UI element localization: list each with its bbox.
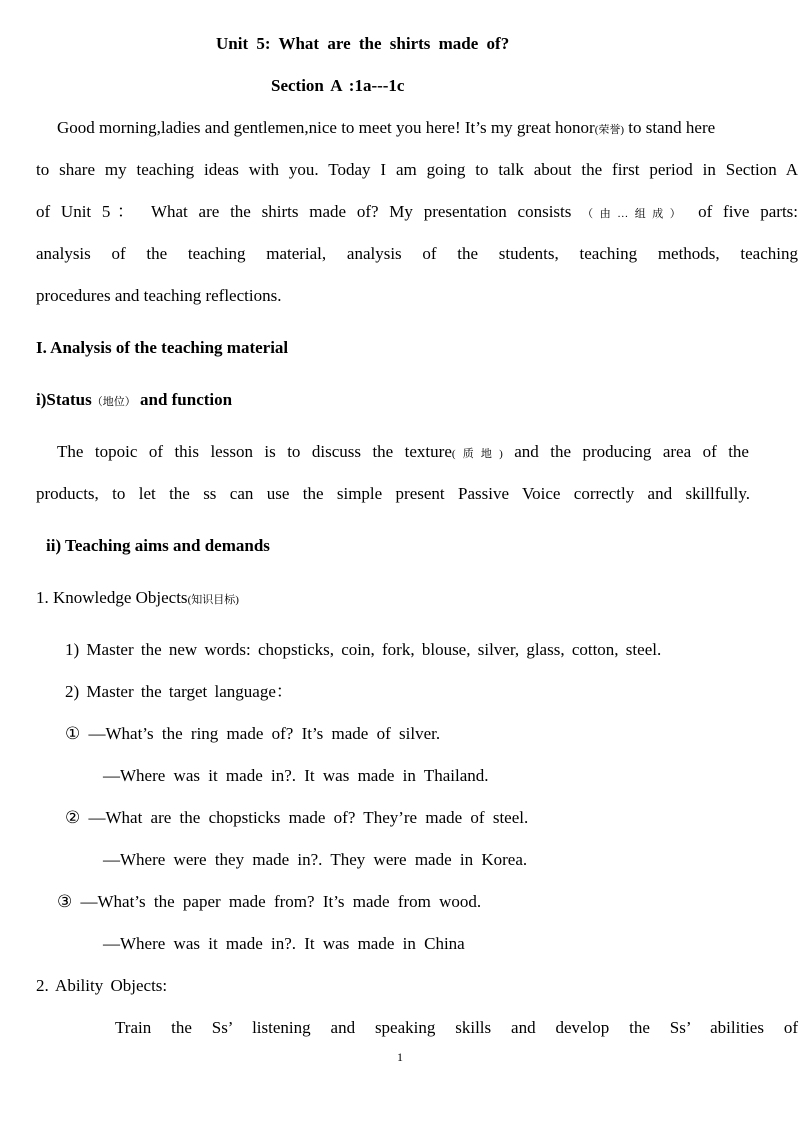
heading-note: （地位） xyxy=(91,396,136,408)
intro-text-end: to stand here xyxy=(628,118,716,137)
list-item-target-language: 2) Master the target language： xyxy=(65,682,293,701)
heading-note: (知识目标) xyxy=(187,594,239,606)
intro-line-5: procedures and teaching reflections. xyxy=(36,286,282,305)
dialogue-3-answer: —Where was it made in?. It was made in China xyxy=(103,934,465,953)
status-paragraph-line-2: products, to let the ss can use the simple present Passive Voice correctly and skillfully. xyxy=(36,484,750,503)
dialogue-2-answer: —Where were they made in?. They were made in Korea. xyxy=(103,850,528,869)
status-heading xyxy=(36,390,232,412)
ability-paragraph-line-1: Train the Ss’ listening and speaking skills and develop the Ss’ abilities of xyxy=(115,1018,798,1037)
page-number: 1 xyxy=(397,1050,403,1064)
intro-note: (荣誉) xyxy=(594,124,625,136)
intro-line-3 xyxy=(36,202,798,224)
dialogue-2-question: ② —What are the chopsticks made of? They’re made of steel. xyxy=(65,808,529,827)
dialogue-3-question: ③ —What’s the paper made from? It’s made from wood. xyxy=(57,892,482,911)
intro-text: Good morning,ladies and gentlemen,nice to meet you here! It’s my great honor xyxy=(57,118,595,137)
intro-text: of Unit 5： What are the shirts made of? My presentation consists xyxy=(36,202,572,221)
dialogue-1-answer: —Where was it made in?. It was made in Thailand. xyxy=(103,766,489,785)
intro-text-end: of five parts: xyxy=(698,202,799,221)
section-heading: I. Analysis of the teaching material xyxy=(36,338,289,357)
paragraph-note: (质地) xyxy=(451,448,503,460)
intro-line-1 xyxy=(57,118,715,140)
ability-heading: 2. Ability Objects: xyxy=(36,976,168,995)
dialogue-1-question: ① —What’s the ring made of? It’s made of silver. xyxy=(65,724,441,743)
intro-line-4: analysis of the teaching material, analysis of the students, teaching methods, teaching xyxy=(36,244,798,263)
heading-text: 1. Knowledge Objects xyxy=(36,588,188,607)
list-item-new-words: 1) Master the new words: chopsticks, coin, fork, blouse, silver, glass, cotton, steel. xyxy=(65,640,662,659)
heading-text: i)Status xyxy=(36,390,92,409)
paragraph-text-end: and the producing area of the xyxy=(514,442,749,461)
paragraph-text: The topoic of this lesson is to discuss the texture xyxy=(57,442,452,461)
heading-text-end: and function xyxy=(139,390,233,409)
page-title: Unit 5: What are the shirts made of? xyxy=(216,34,510,53)
intro-line-2: to share my teaching ideas with you. Today I am going to talk about the first period in Section A xyxy=(36,160,798,179)
knowledge-heading xyxy=(36,588,239,610)
aims-heading: ii) Teaching aims and demands xyxy=(46,536,270,555)
page-subtitle: Section A :1a---1c xyxy=(271,76,405,95)
intro-note: （由…组成） xyxy=(582,208,688,220)
status-paragraph-line-1 xyxy=(57,442,749,464)
